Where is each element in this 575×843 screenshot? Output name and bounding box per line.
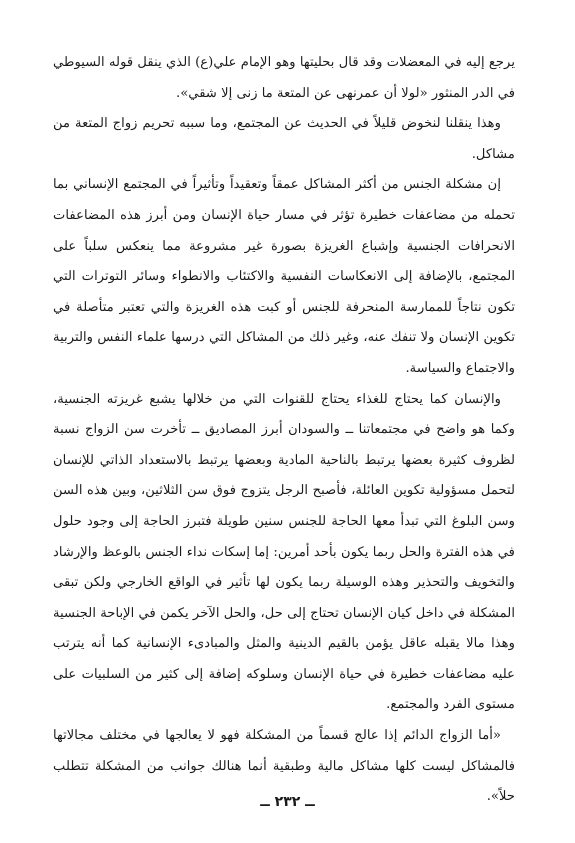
paragraph-society-transition: وهذا ينقلنا لنخوض قليلاً في الحديث عن المجتمع، وما سببه تحريم زواج المتعة من مشاكل. xyxy=(53,116,515,162)
paragraph-permanent-marriage-quote: «أما الزواج الدائم إذا عالج قسماً من المشكلة فهو لا يعالجها في مختلف مجالاتها فالمشاكل ليست كلها مشاكل مالية وطبقية أنما هنالك جوانب من المشكلة تتطلب حلاً». xyxy=(53,728,515,805)
page-number: ــ ٢٣٢ ــ xyxy=(260,794,315,810)
paragraph-human-needs: والإنسان كما يحتاج للغذاء يحتاج للقنوات التي من خلالها يشبع غريزته الجنسية، وكما هو واضح في مجتمعاتنا ــ والسودان أبرز المصاديق ــ تأخرت سن الزواج نسبة لظروف كثيرة بعضها يرتبط بالناحية المادية وبعضها يرتبط بالاستعداد الذاتي للإنسان لتحمل مسؤولية تكوين العائلة، فأصبح الرجل يتزوج فوق سن الثلاثين، وبين هذه السن وسن البلوغ التي تبدأ معها الحاجة للجنس سنين طويلة فتبرز الحاجة إلى وجود حلول في هذه الفترة والحل ربما يكون بأحد أمرين: إما إسكات نداء الجنس بالوعظ والإرشاد والتخويف والتحذير وهذه الوسيلة ربما يكون لها تأثير في الواقع الخارجي ولكن تبقى المشكلة في داخل كيان الإنسان تحتاج إلى حل، والحل الآخر يكمن في الإباحة الجنسية وهذا مالا يقبله عاقل يؤمن بالقيم الدينية والمثل والمبادىء الإنسانية كما أنه يترتب عليه مضاعفات خطيرة في حياة الإنسان وسلوكه إضافة إلى كثير من السلبيات على مستوى الفرد والمجتمع. xyxy=(53,391,515,713)
paragraph-imam-ali-quote: يرجع إليه في المعضلات وقد قال بحليتها وهو الإمام علي(ع) الذي ينقل قوله السيوطي في الدر المنثور «لولا أن عمرنهى عن المتعة ما زنى إلا شقي». xyxy=(53,55,515,101)
paragraph-sex-problem: إن مشكلة الجنس من أكثر المشاكل عمقاً وتعقيداً وتأثيراً في المجتمع الإنساني بما تحمله من مضاعفات خطيرة تؤثر في مسار حياة الإنسان ومن أبرز هذه المضاعفات الانحرافات الجنسية وإشباع الغريزة بصورة غير مشروعة مما ينعكس سلباً على المجتمع، بالإضافة إلى الانعكاسات النفسية والاكتئاب والانطواء وسائر التوترات التي تكون نتاجاً للممارسة المنحرفة للجنس أو كبت هذه الغريزة والتي تعتبر متأصلة في تكوين الإنسان ولا تنفك عنه، وغير ذلك من المشاكل التي درسها علماء النفس والتربية والاجتماع والسياسة. xyxy=(53,177,515,376)
page-body xyxy=(53,48,515,813)
